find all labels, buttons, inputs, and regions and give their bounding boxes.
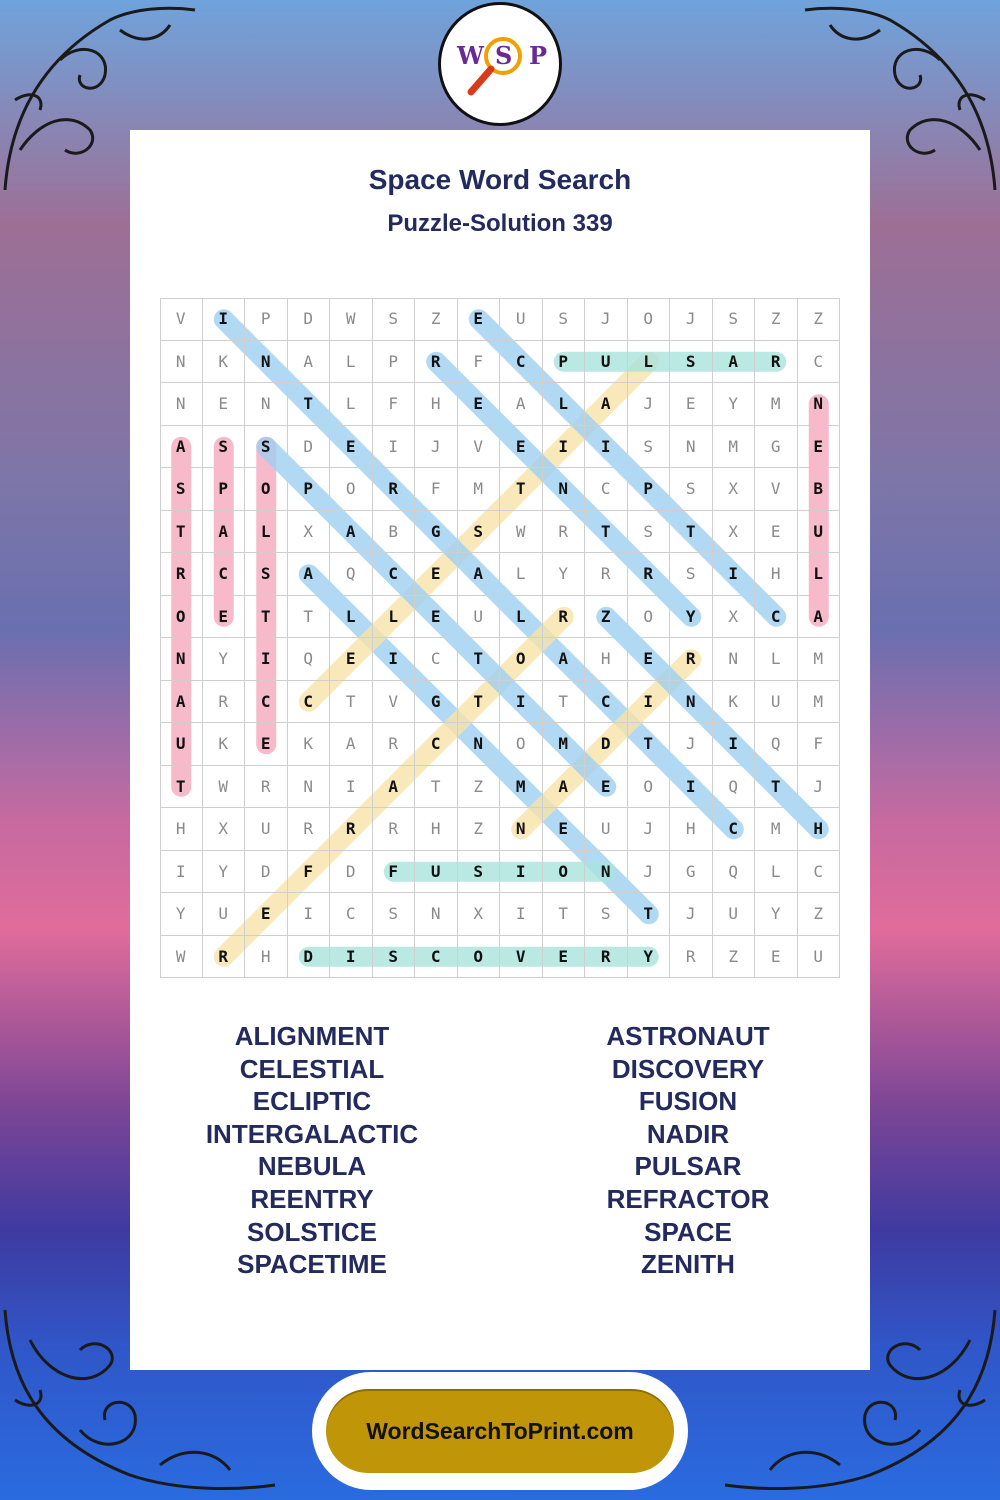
grid-cell[interactable]: N: [543, 468, 586, 511]
grid-cell[interactable]: R: [543, 596, 586, 639]
word-list-left: [162, 1020, 462, 1281]
grid-cell[interactable]: P: [288, 468, 331, 511]
grid-cell[interactable]: H: [670, 808, 713, 851]
grid-cell[interactable]: O: [330, 468, 373, 511]
grid-cell[interactable]: E: [670, 383, 713, 426]
grid-cell[interactable]: X: [713, 511, 756, 554]
grid-cell[interactable]: N: [500, 808, 543, 851]
grid-cell[interactable]: P: [245, 298, 288, 341]
grid-cell[interactable]: K: [288, 723, 331, 766]
grid-cell[interactable]: C: [373, 553, 416, 596]
grid-cell[interactable]: C: [203, 553, 246, 596]
grid-cell[interactable]: I: [713, 723, 756, 766]
grid-cell[interactable]: D: [288, 298, 331, 341]
grid-cell[interactable]: Y: [203, 851, 246, 894]
grid-cell[interactable]: N: [160, 341, 203, 384]
grid-cell[interactable]: I: [500, 893, 543, 936]
word-list-item: CELESTIAL: [239, 1053, 385, 1084]
word-list-item: ZENITH: [641, 1249, 735, 1280]
grid-cell[interactable]: L: [330, 341, 373, 384]
grid-cell[interactable]: X: [288, 511, 331, 554]
grid-cell[interactable]: U: [798, 936, 841, 979]
grid-cell[interactable]: C: [798, 851, 841, 894]
word-list-item: DISCOVERY: [611, 1053, 765, 1084]
word-list-item: SPACE: [644, 1216, 732, 1247]
grid-cell[interactable]: A: [543, 638, 586, 681]
grid-cell[interactable]: L: [500, 596, 543, 639]
grid-cell[interactable]: L: [500, 553, 543, 596]
grid-cell[interactable]: R: [203, 681, 246, 724]
grid-cell[interactable]: H: [585, 638, 628, 681]
grid-cell[interactable]: J: [415, 426, 458, 469]
grid-cell[interactable]: P: [203, 468, 246, 511]
grid-cell[interactable]: J: [628, 808, 671, 851]
word-list-item: ECLIPTIC: [252, 1086, 372, 1117]
grid-cell[interactable]: F: [415, 468, 458, 511]
word-list-item: INTERGALACTIC: [205, 1118, 419, 1149]
grid-cell[interactable]: S: [245, 426, 288, 469]
grid-cell[interactable]: S: [670, 553, 713, 596]
logo-letter-p: P: [529, 41, 548, 70]
grid-cell[interactable]: S: [713, 298, 756, 341]
grid-cell[interactable]: N: [415, 893, 458, 936]
grid-cell[interactable]: T: [628, 893, 671, 936]
grid-cell[interactable]: F: [373, 383, 416, 426]
grid-cell[interactable]: H: [415, 383, 458, 426]
grid-cell[interactable]: Q: [755, 723, 798, 766]
word-list-item: PULSAR: [634, 1151, 742, 1182]
grid-cell[interactable]: W: [330, 298, 373, 341]
grid-cell[interactable]: H: [798, 808, 841, 851]
grid-cell[interactable]: M: [798, 638, 841, 681]
grid-cell[interactable]: H: [160, 808, 203, 851]
grid-cell[interactable]: A: [373, 766, 416, 809]
grid-cell[interactable]: R: [670, 936, 713, 979]
grid-cell[interactable]: O: [500, 638, 543, 681]
grid-cell[interactable]: G: [415, 681, 458, 724]
page-subtitle: Puzzle-Solution 339: [387, 210, 613, 237]
grid-cell[interactable]: E: [543, 808, 586, 851]
grid-cell[interactable]: R: [373, 808, 416, 851]
grid-cell[interactable]: I: [373, 426, 416, 469]
word-list-item: ASTRONAUT: [606, 1021, 770, 1051]
grid-cell[interactable]: K: [713, 681, 756, 724]
grid-cell[interactable]: T: [755, 766, 798, 809]
grid-cell[interactable]: I: [713, 553, 756, 596]
grid-cell[interactable]: C: [330, 893, 373, 936]
grid-cell[interactable]: J: [798, 766, 841, 809]
grid-cell[interactable]: U: [245, 808, 288, 851]
grid-cell[interactable]: T: [288, 596, 331, 639]
grid-cell[interactable]: T: [543, 681, 586, 724]
grid-cell[interactable]: N: [245, 383, 288, 426]
grid-cell[interactable]: N: [670, 426, 713, 469]
grid-cell[interactable]: A: [458, 553, 501, 596]
grid-cell[interactable]: D: [288, 426, 331, 469]
grid-cell[interactable]: A: [543, 766, 586, 809]
grid-cell[interactable]: A: [798, 596, 841, 639]
grid-cell[interactable]: M: [543, 723, 586, 766]
grid-cell[interactable]: T: [330, 681, 373, 724]
grid-cell[interactable]: R: [288, 808, 331, 851]
grid-cell[interactable]: U: [415, 851, 458, 894]
grid-cell[interactable]: I: [500, 681, 543, 724]
website-button[interactable]: [322, 1385, 678, 1477]
grid-cell[interactable]: L: [330, 383, 373, 426]
grid-cell[interactable]: D: [288, 936, 331, 979]
grid-cell[interactable]: M: [798, 681, 841, 724]
grid-cell[interactable]: F: [288, 851, 331, 894]
grid-cell[interactable]: E: [415, 553, 458, 596]
grid-cell[interactable]: R: [245, 766, 288, 809]
grid-cell[interactable]: J: [628, 851, 671, 894]
grid-cell[interactable]: A: [203, 511, 246, 554]
grid-cell[interactable]: L: [798, 553, 841, 596]
grid-cell[interactable]: U: [713, 893, 756, 936]
word-list-item: FUSION: [638, 1086, 738, 1117]
grid-cell[interactable]: U: [500, 298, 543, 341]
word-list-item: ALIGNMENT: [234, 1021, 390, 1051]
grid-cell[interactable]: W: [160, 936, 203, 979]
grid-cell[interactable]: N: [458, 723, 501, 766]
grid-cell[interactable]: T: [628, 723, 671, 766]
grid-cell[interactable]: I: [203, 298, 246, 341]
grid-cell[interactable]: S: [203, 426, 246, 469]
grid-cell[interactable]: I: [160, 851, 203, 894]
grid-cell[interactable]: I: [543, 426, 586, 469]
grid-cell[interactable]: T: [543, 893, 586, 936]
grid-cell[interactable]: S: [543, 298, 586, 341]
grid-cell[interactable]: Q: [713, 851, 756, 894]
grid-cell[interactable]: F: [458, 341, 501, 384]
grid-cell[interactable]: R: [585, 553, 628, 596]
grid-cell[interactable]: T: [458, 638, 501, 681]
grid-cell[interactable]: Y: [628, 936, 671, 979]
grid-cell[interactable]: E: [458, 298, 501, 341]
grid-cell[interactable]: I: [585, 426, 628, 469]
grid-cell[interactable]: L: [543, 383, 586, 426]
grid-cell[interactable]: A: [713, 341, 756, 384]
grid-cell[interactable]: U: [458, 596, 501, 639]
grid-cell[interactable]: B: [798, 468, 841, 511]
grid-cell[interactable]: E: [585, 766, 628, 809]
grid-cell[interactable]: A: [160, 681, 203, 724]
grid-cell[interactable]: N: [245, 341, 288, 384]
grid-cell[interactable]: C: [585, 468, 628, 511]
grid-cell[interactable]: C: [245, 681, 288, 724]
grid-cell[interactable]: V: [373, 681, 416, 724]
page-title: Space Word Search: [368, 164, 632, 195]
grid-cell[interactable]: S: [670, 341, 713, 384]
grid-cell[interactable]: N: [585, 851, 628, 894]
grid-cell[interactable]: Q: [713, 766, 756, 809]
grid-cell[interactable]: K: [203, 341, 246, 384]
grid-cell[interactable]: Z: [458, 808, 501, 851]
grid-cell[interactable]: H: [245, 936, 288, 979]
grid-cell[interactable]: T: [160, 766, 203, 809]
grid-cell[interactable]: J: [670, 723, 713, 766]
grid-cell[interactable]: L: [755, 851, 798, 894]
grid-cell[interactable]: L: [628, 341, 671, 384]
grid-cell[interactable]: R: [543, 511, 586, 554]
word-list-item: SPACETIME: [237, 1249, 387, 1280]
grid-cell[interactable]: T: [458, 681, 501, 724]
grid-cell[interactable]: F: [373, 851, 416, 894]
grid-cell[interactable]: R: [373, 468, 416, 511]
grid-cell[interactable]: X: [713, 596, 756, 639]
grid-cell[interactable]: U: [798, 511, 841, 554]
grid-cell[interactable]: F: [798, 723, 841, 766]
grid-cell[interactable]: T: [245, 596, 288, 639]
grid-cell[interactable]: S: [458, 851, 501, 894]
grid-cell[interactable]: M: [755, 808, 798, 851]
grid-cell[interactable]: U: [585, 808, 628, 851]
grid-cell[interactable]: E: [245, 723, 288, 766]
grid-cell[interactable]: O: [628, 596, 671, 639]
grid-cell[interactable]: N: [713, 638, 756, 681]
grid-cell[interactable]: E: [628, 638, 671, 681]
grid-cell[interactable]: S: [373, 893, 416, 936]
grid-cell[interactable]: V: [160, 298, 203, 341]
grid-cell[interactable]: C: [798, 341, 841, 384]
grid-cell[interactable]: R: [755, 341, 798, 384]
website-label: WordSearchToPrint.com: [366, 1417, 634, 1444]
grid-cell[interactable]: O: [500, 723, 543, 766]
grid-cell[interactable]: S: [373, 936, 416, 979]
grid-cell[interactable]: Z: [755, 298, 798, 341]
grid-cell[interactable]: W: [500, 511, 543, 554]
grid-cell[interactable]: N: [160, 383, 203, 426]
word-list-item: NEBULA: [257, 1151, 367, 1182]
grid-cell[interactable]: Y: [160, 893, 203, 936]
grid-cell[interactable]: I: [500, 851, 543, 894]
grid-cell[interactable]: E: [755, 936, 798, 979]
grid-cell[interactable]: T: [288, 383, 331, 426]
grid-cell[interactable]: J: [670, 298, 713, 341]
grid-cell[interactable]: W: [203, 766, 246, 809]
grid-cell[interactable]: H: [755, 553, 798, 596]
grid-cell[interactable]: A: [585, 383, 628, 426]
grid-cell[interactable]: R: [415, 341, 458, 384]
grid-cell[interactable]: R: [330, 808, 373, 851]
grid-cell[interactable]: G: [755, 426, 798, 469]
grid-cell[interactable]: E: [245, 893, 288, 936]
grid-cell[interactable]: I: [288, 893, 331, 936]
grid-cell[interactable]: K: [203, 723, 246, 766]
grid-cell[interactable]: E: [415, 596, 458, 639]
grid-cell[interactable]: G: [415, 511, 458, 554]
word-list-item: REFRACTOR: [606, 1183, 770, 1214]
grid-cell[interactable]: J: [628, 383, 671, 426]
grid-cell[interactable]: Y: [755, 893, 798, 936]
grid-cell[interactable]: C: [755, 596, 798, 639]
grid-cell[interactable]: C: [585, 681, 628, 724]
grid-cell[interactable]: Y: [543, 553, 586, 596]
grid-cell[interactable]: I: [628, 681, 671, 724]
grid-cell[interactable]: T: [670, 511, 713, 554]
grid-cell[interactable]: J: [585, 298, 628, 341]
grid-cell[interactable]: M: [713, 426, 756, 469]
grid-cell[interactable]: O: [245, 468, 288, 511]
puzzle-panel: [130, 130, 870, 1370]
grid-cell[interactable]: D: [330, 851, 373, 894]
grid-cell[interactable]: X: [713, 468, 756, 511]
grid-cell[interactable]: E: [330, 638, 373, 681]
grid-cell[interactable]: I: [330, 936, 373, 979]
grid-cell[interactable]: Y: [713, 383, 756, 426]
grid-cell[interactable]: A: [330, 511, 373, 554]
grid-cell[interactable]: S: [670, 468, 713, 511]
grid-cell[interactable]: N: [160, 638, 203, 681]
grid-cell[interactable]: T: [585, 511, 628, 554]
word-list-right: [538, 1020, 838, 1281]
word-list-item: NADIR: [646, 1118, 730, 1149]
grid-cell[interactable]: U: [585, 341, 628, 384]
grid-cell[interactable]: S: [458, 511, 501, 554]
grid-cell[interactable]: V: [755, 468, 798, 511]
word-list-item: REENTRY: [250, 1183, 374, 1214]
grid-cell[interactable]: M: [458, 468, 501, 511]
grid-cell[interactable]: Z: [713, 936, 756, 979]
grid-cell[interactable]: O: [628, 298, 671, 341]
grid-cell[interactable]: C: [415, 723, 458, 766]
grid-cell[interactable]: O: [160, 596, 203, 639]
grid-cell[interactable]: C: [500, 341, 543, 384]
grid-cell[interactable]: A: [160, 426, 203, 469]
grid-cell[interactable]: G: [670, 851, 713, 894]
wsp-logo[interactable]: [438, 2, 562, 126]
grid-cell[interactable]: S: [585, 893, 628, 936]
grid-cell[interactable]: R: [670, 638, 713, 681]
grid-cell[interactable]: E: [458, 383, 501, 426]
grid-cell[interactable]: Z: [585, 596, 628, 639]
grid-cell[interactable]: H: [415, 808, 458, 851]
grid-cell[interactable]: L: [755, 638, 798, 681]
grid-cell[interactable]: C: [415, 936, 458, 979]
grid-cell[interactable]: I: [670, 766, 713, 809]
grid-cell[interactable]: O: [543, 851, 586, 894]
grid-cell[interactable]: C: [713, 808, 756, 851]
grid-cell[interactable]: Z: [458, 766, 501, 809]
grid-cell[interactable]: B: [373, 511, 416, 554]
magnifier-logo-icon: [445, 24, 555, 104]
grid-cell[interactable]: T: [500, 468, 543, 511]
grid-cell[interactable]: C: [288, 681, 331, 724]
word-grid: [160, 298, 840, 978]
grid-cell[interactable]: A: [288, 341, 331, 384]
grid-cell[interactable]: E: [798, 426, 841, 469]
grid-cell[interactable]: R: [203, 936, 246, 979]
grid-cell[interactable]: V: [500, 936, 543, 979]
grid-cell[interactable]: L: [330, 596, 373, 639]
grid-cell[interactable]: J: [670, 893, 713, 936]
grid-cell[interactable]: P: [543, 341, 586, 384]
grid-cell[interactable]: Y: [203, 638, 246, 681]
grid-cell[interactable]: X: [203, 808, 246, 851]
grid-cell[interactable]: A: [288, 553, 331, 596]
grid-cell[interactable]: X: [458, 893, 501, 936]
grid-cell[interactable]: N: [288, 766, 331, 809]
grid-cell[interactable]: U: [755, 681, 798, 724]
grid-cell[interactable]: S: [373, 298, 416, 341]
grid-cell[interactable]: D: [585, 723, 628, 766]
grid-cell[interactable]: M: [500, 766, 543, 809]
grid-cell[interactable]: I: [330, 766, 373, 809]
grid-cell[interactable]: Z: [415, 298, 458, 341]
grid-cell[interactable]: O: [458, 936, 501, 979]
grid-cell[interactable]: D: [245, 851, 288, 894]
grid-cell[interactable]: S: [628, 426, 671, 469]
grid-cell[interactable]: E: [203, 596, 246, 639]
grid-cell[interactable]: E: [330, 426, 373, 469]
grid-cell[interactable]: E: [543, 936, 586, 979]
grid-cell[interactable]: N: [798, 383, 841, 426]
grid-cell[interactable]: M: [755, 383, 798, 426]
grid-cell[interactable]: R: [373, 723, 416, 766]
grid-cell[interactable]: R: [628, 553, 671, 596]
grid-cell[interactable]: R: [160, 553, 203, 596]
grid-cell[interactable]: P: [628, 468, 671, 511]
grid-cell[interactable]: V: [458, 426, 501, 469]
grid-cell[interactable]: P: [373, 341, 416, 384]
grid-cell[interactable]: E: [755, 511, 798, 554]
grid-cell[interactable]: Q: [330, 553, 373, 596]
grid-cell[interactable]: I: [245, 638, 288, 681]
grid-cell[interactable]: R: [585, 936, 628, 979]
grid-cell[interactable]: S: [160, 468, 203, 511]
grid-cell[interactable]: Y: [670, 596, 713, 639]
grid-cell[interactable]: U: [203, 893, 246, 936]
grid-cell[interactable]: S: [628, 511, 671, 554]
grid-cell[interactable]: N: [670, 681, 713, 724]
grid-cell[interactable]: A: [500, 383, 543, 426]
logo-letter-s: S: [495, 41, 513, 70]
grid-cell[interactable]: U: [160, 723, 203, 766]
grid-cell[interactable]: Z: [798, 893, 841, 936]
grid-cell[interactable]: S: [245, 553, 288, 596]
grid-cell[interactable]: C: [415, 638, 458, 681]
grid-cell[interactable]: Z: [798, 298, 841, 341]
grid-cell[interactable]: E: [203, 383, 246, 426]
word-list-item: SOLSTICE: [246, 1216, 377, 1247]
grid-cell[interactable]: T: [160, 511, 203, 554]
letter-grid: [160, 298, 840, 978]
grid-cell[interactable]: L: [245, 511, 288, 554]
grid-cell[interactable]: I: [373, 638, 416, 681]
grid-cell[interactable]: Q: [288, 638, 331, 681]
grid-cell[interactable]: T: [415, 766, 458, 809]
grid-cell[interactable]: A: [330, 723, 373, 766]
grid-cell[interactable]: O: [628, 766, 671, 809]
grid-cell[interactable]: E: [500, 426, 543, 469]
grid-cell[interactable]: L: [373, 596, 416, 639]
logo-letter-w: W: [457, 41, 484, 70]
